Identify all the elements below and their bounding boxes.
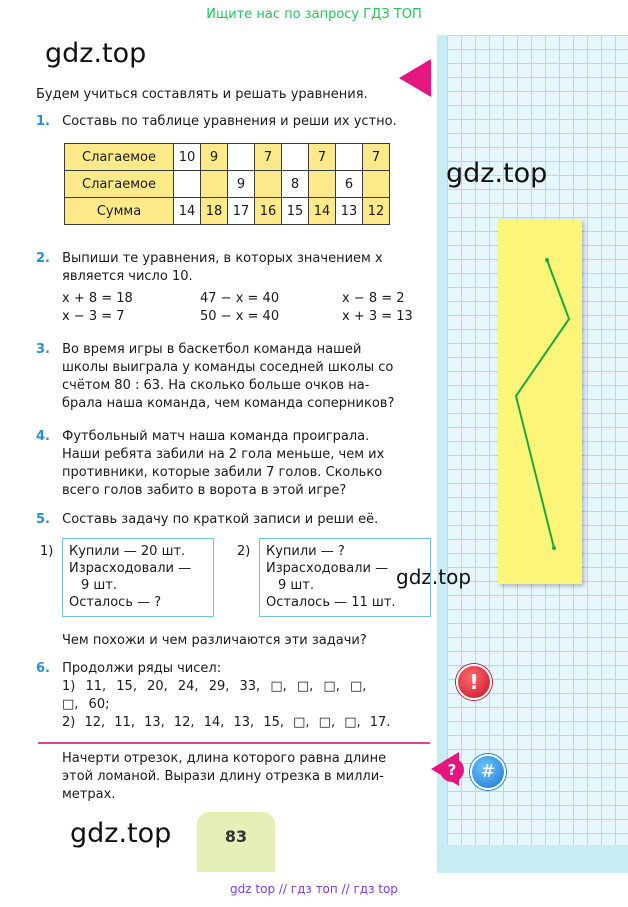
bookmark-arrow-icon [399, 59, 431, 97]
table-cell: 9 [228, 171, 255, 198]
task-text-line: метрах. [62, 787, 116, 802]
task-text-line: является число 10. [62, 269, 193, 284]
task-6 [36, 660, 436, 732]
table-cell [309, 171, 336, 198]
warning-icon: ! [456, 664, 492, 700]
box-label: 1) [40, 544, 54, 559]
addition-table [64, 143, 390, 225]
broken-line [516, 260, 569, 548]
watermark: gdz.top [396, 565, 472, 589]
task-text: Составь по таблице уравнения и реши их устно. [62, 114, 397, 129]
equation: x + 3 = 13 [342, 309, 413, 324]
question-icon: ? [440, 758, 464, 782]
task-2 [36, 250, 436, 286]
table-cell: 12 [363, 198, 390, 225]
task-text-line: всего голов забито в ворота в этой игре? [62, 483, 347, 498]
note-line: Купили — ? [266, 544, 345, 559]
task-number: 5. [36, 512, 50, 527]
line-vertex [552, 546, 556, 550]
row-label: Слагаемое [65, 171, 174, 198]
table-row [65, 198, 390, 225]
task-text: Составь задачу по краткой записи и реши её. [62, 512, 379, 527]
task-text: Продолжи ряды чисел: [62, 661, 222, 676]
table-cell [336, 144, 363, 171]
watermark: gdz.top [45, 38, 147, 69]
task-text-line: школы выиграла у команды соседней школы со [62, 360, 394, 375]
note-line: Израсходовали — [69, 561, 192, 576]
equation: 50 − x = 40 [200, 309, 280, 324]
table-cell [255, 171, 282, 198]
table-cell: 6 [336, 171, 363, 198]
task-text-line: Наши ребята забили на 2 гола меньше, чем их [62, 447, 385, 462]
comparison-question: Чем похожи и чем различаются эти задачи? [62, 633, 367, 648]
row-label: Сумма [65, 198, 174, 225]
task-3 [36, 341, 436, 413]
task-number: 2. [36, 251, 50, 266]
task-text-line: Начерти отрезок, длина которого равна длине [62, 751, 387, 766]
task-1 [36, 113, 397, 131]
table-cell: 13 [336, 198, 363, 225]
bottom-banner[interactable]: gdz top // гдз топ // гдз top [230, 882, 398, 896]
task-number: 4. [36, 429, 50, 444]
table-cell [363, 171, 390, 198]
lesson-intro: Будем учиться составлять и решать уравнения. [36, 87, 368, 102]
equation-list [62, 290, 442, 326]
note-line: Осталось — ? [69, 595, 162, 610]
table-cell: 18 [201, 198, 228, 225]
page-number: 83 [197, 812, 275, 872]
table-cell: 17 [228, 198, 255, 225]
note-line: 9 шт. [81, 578, 118, 593]
broken-line-drawing [498, 219, 582, 584]
table-cell: 10 [174, 144, 201, 171]
equation: x − 8 = 2 [342, 291, 405, 306]
task-number: 3. [36, 342, 50, 357]
task-text-line: Футбольный матч наша команда проиграла. [62, 429, 370, 444]
task-4 [36, 428, 436, 500]
task-text-line: противники, которые забили 7 голов. Сколько [62, 465, 383, 480]
table-cell [282, 144, 309, 171]
table-cell [201, 171, 228, 198]
box-label: 2) [237, 544, 251, 559]
polyline-card [498, 219, 582, 584]
table-cell: 15 [282, 198, 309, 225]
note-line: Израсходовали — [266, 561, 389, 576]
extra-task [62, 750, 432, 804]
short-note-box-2 [259, 538, 431, 617]
task-5 [36, 511, 378, 529]
number-sequence-2: 2) 12, 11, 13, 12, 14, 13, 15, □, □, □, 17. [62, 715, 391, 730]
grid-icon: # [470, 754, 506, 790]
table-cell: 7 [363, 144, 390, 171]
table-cell: 7 [255, 144, 282, 171]
table-cell: 16 [255, 198, 282, 225]
table-cell: 14 [309, 198, 336, 225]
number-sequence-1: 1) 11, 15, 20, 24, 29, 33, □, □, □, □, [62, 679, 367, 694]
table-cell [174, 171, 201, 198]
table-cell: 14 [174, 198, 201, 225]
number-sequence-1-cont: □, 60; [62, 697, 110, 712]
watermark: gdz.top [446, 158, 548, 189]
task-text-line: Выпиши те уравнения, в которых значением x [62, 251, 383, 266]
section-divider [38, 742, 430, 744]
table-cell: 7 [309, 144, 336, 171]
row-label: Слагаемое [65, 144, 174, 171]
task-number: 1. [36, 114, 50, 129]
line-vertex [545, 258, 549, 262]
short-note-box-1 [62, 538, 214, 617]
table-row [65, 171, 390, 198]
grid-bottom-strip [437, 845, 628, 873]
table-cell: 9 [201, 144, 228, 171]
equation: x − 3 = 7 [62, 309, 125, 324]
note-line: Купили — 20 шт. [69, 544, 186, 559]
equation: 47 − x = 40 [200, 291, 280, 306]
top-banner[interactable]: Ищите нас по запросу ГДЗ ТОП [206, 7, 422, 22]
note-line: 9 шт. [278, 578, 315, 593]
note-line: Осталось — 11 шт. [266, 595, 396, 610]
task-text-line: этой ломаной. Вырази длину отрезка в милли- [62, 769, 384, 784]
table-cell: 8 [282, 171, 309, 198]
task-text-line: Во время игры в баскетбол команда нашей [62, 342, 362, 357]
table-row [65, 144, 390, 171]
task-number: 6. [36, 661, 50, 676]
table-cell [228, 144, 255, 171]
task-text-line: счётом 80 : 63. На сколько больше очков на- [62, 378, 370, 393]
equation: x + 8 = 18 [62, 291, 133, 306]
watermark: gdz.top [70, 818, 172, 849]
task-text-line: брала наша команда, чем команда соперников? [62, 396, 395, 411]
